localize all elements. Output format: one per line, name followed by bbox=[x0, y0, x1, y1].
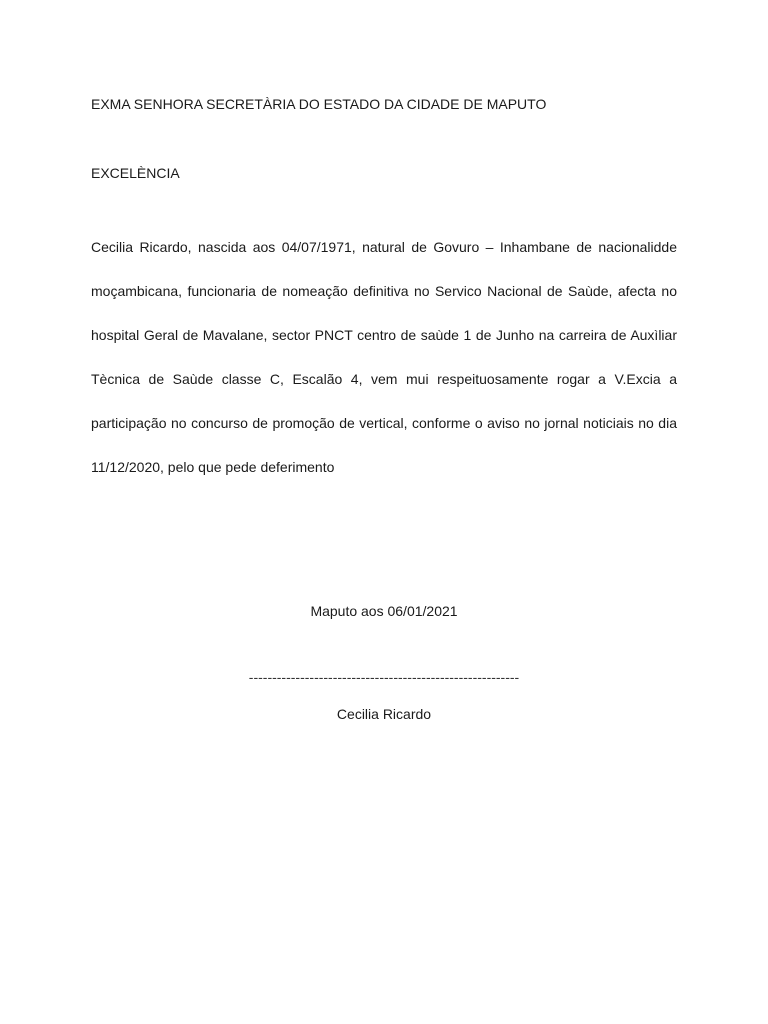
letter-date: Maputo aos 06/01/2021 bbox=[310, 603, 458, 619]
letter-salutation: EXCELÈNCIA bbox=[91, 165, 180, 181]
signature-name: Cecilia Ricardo bbox=[336, 706, 432, 722]
letter-addressee: EXMA SENHORA SECRETÀRIA DO ESTADO DA CIDADE DE MAPUTO bbox=[91, 96, 547, 112]
signature-line: ---------------------------------------------------------- bbox=[248, 669, 520, 685]
letter-body: Cecilia Ricardo, nascida aos 04/07/1971, natural de Govuro – Inhambane de nacionalidde moçambicana, funcionaria de nomeação definitiva no Servico Nacional de Saùde, afecta no hospital Geral de Mavalane, sector PNCT centro de saùde 1 de Junho na carreira de Auxìliar Tècnica de Saùde classe C, Escalão 4, vem mui respeituosamente rogar a V.Excia a participação no concurso de promoção de vertical, conforme o aviso no jornal noticiais no dia 11/12/2020, pelo que pede deferimento bbox=[91, 239, 677, 475]
